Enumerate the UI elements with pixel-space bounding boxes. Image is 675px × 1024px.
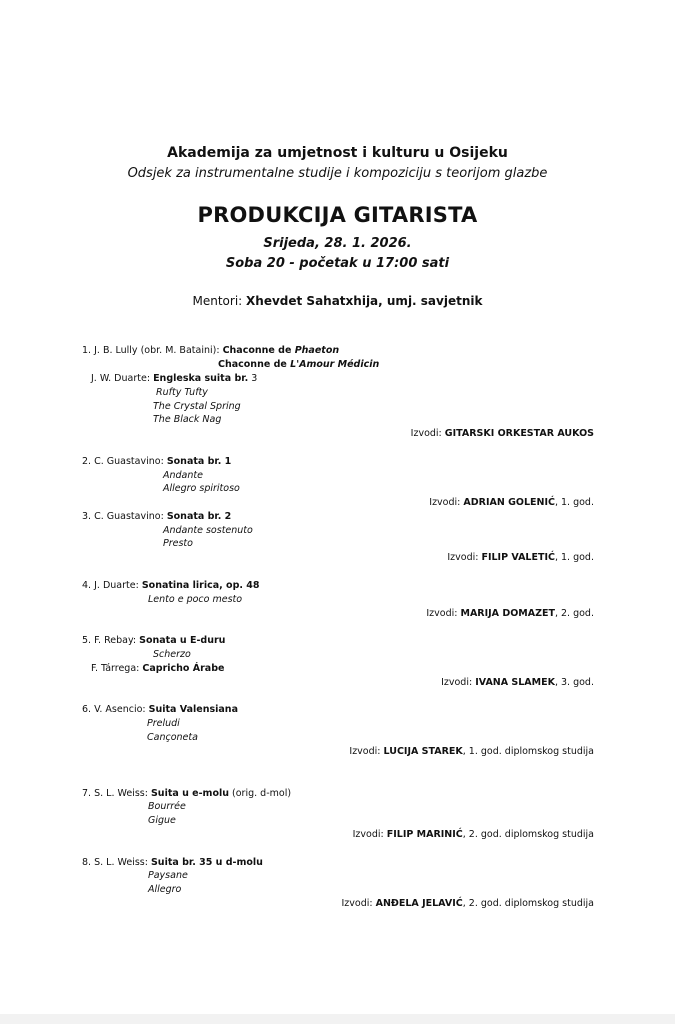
composer: C. Guastavino: — [94, 511, 164, 522]
performer-line: Izvodi: FILIP MARINIĆ, 2. god. diplomskog studija — [352, 829, 594, 840]
work-title: Engleska suita br. — [153, 373, 249, 384]
work-title: Suita br. 35 u d-molu — [150, 857, 263, 868]
performer-line: Izvodi: GITARSKI ORKESTAR AUKOS — [410, 428, 594, 439]
program-item-5-line-2 — [91, 663, 224, 675]
movement: The Crystal Spring — [153, 401, 241, 412]
composer: J. Duarte: — [94, 580, 139, 591]
event-time: Soba 20 - početak u 17:00 sati — [225, 256, 450, 271]
program-item-4: 4. J. Duarte: Sonatina lirica, op. 48 — [82, 580, 260, 591]
movement: The Black Nag — [153, 414, 222, 425]
performer-line: Izvodi: LUCIJA STAREK, 1. god. diplomskog studija — [349, 746, 594, 757]
work-title: Sonata br. 1 — [166, 456, 232, 467]
performer-line: Izvodi: MARIJA DOMAZET, 2. god. — [426, 608, 594, 619]
work-title: Chaconne de Phaeton — [222, 345, 340, 356]
program-item-7: 7. S. L. Weiss: Suita u e-molu (orig. d-mol) — [82, 788, 292, 799]
department-name: Odsjek za instrumentalne studije i kompoziciju s teorijom glazbe — [127, 166, 548, 181]
work-title: Capricho Árabe — [142, 663, 225, 674]
program-item-5: 5. F. Rebay: Sonata u E-duru — [82, 635, 226, 646]
composer: S. L. Weiss: — [94, 788, 148, 799]
program-item-2: 2. C. Guastavino: Sonata br. 1 — [82, 456, 232, 467]
mentor-name: Xhevdet Sahatxhija, umj. savjetnik — [246, 294, 483, 308]
page-title: PRODUKCIJA GITARISTA — [197, 203, 478, 227]
composer: J. B. Lully (obr. M. Bataini): — [94, 345, 220, 356]
work-title: Suita u e-molu — [150, 788, 229, 799]
movement: Lento e poco mesto — [148, 594, 243, 605]
performer-line: Izvodi: ANĐELA JELAVIĆ, 2. god. diplomskog studija — [341, 898, 594, 909]
composer: F. Tárrega: — [91, 663, 140, 674]
program-item-1-line-3: J. W. Duarte: Engleska suita br. 3 — [91, 373, 258, 384]
mentor-line — [0, 294, 675, 308]
composer: F. Rebay: — [94, 635, 137, 646]
page-bottom-band — [0, 1014, 675, 1024]
movement: Allegro — [148, 884, 182, 895]
movement: Rufty Tufty — [156, 387, 208, 398]
movement: Andante sostenuto — [163, 525, 253, 536]
program-item-6: 6. V. Asencio: Suita Valensiana — [82, 704, 238, 715]
program-item-1-line-1: 1. J. B. Lully (obr. M. Bataini): Chaconne de Phaeton — [82, 345, 340, 356]
composer: J. W. Duarte: — [91, 373, 151, 384]
movement: Paysane — [148, 870, 188, 881]
institution-name: Akademija za umjetnost i kulturu u Osijeku — [167, 145, 508, 161]
program-item-3: 3. C. Guastavino: Sonata br. 2 — [82, 511, 232, 522]
composer: S. L. Weiss: — [94, 857, 148, 868]
performer-line: Izvodi: IVANA SLAMEK, 3. god. — [441, 677, 594, 688]
mentor-label: Mentori: — [192, 294, 243, 308]
performer-line: Izvodi: ADRIAN GOLENIĆ, 1. god. — [429, 497, 594, 508]
work-title: Suita Valensiana — [148, 704, 238, 715]
movement: Cançoneta — [147, 732, 198, 743]
movement: Andante — [163, 470, 203, 481]
movement: Gigue — [148, 815, 176, 826]
composer: C. Guastavino: — [94, 456, 164, 467]
movement: Allegro spiritoso — [163, 483, 240, 494]
movement: Presto — [163, 538, 193, 549]
program-item-1-line-2 — [218, 359, 379, 371]
work-title: Sonatina lirica, op. 48 — [141, 580, 260, 591]
work-title: Sonata u E-duru — [139, 635, 226, 646]
movement: Bourrée — [148, 801, 186, 812]
performer-line: Izvodi: FILIP VALETIĆ, 1. god. — [447, 552, 594, 563]
movement: Preludi — [147, 718, 180, 729]
work-title: Sonata br. 2 — [166, 511, 232, 522]
movement: Scherzo — [153, 649, 191, 660]
event-date: Srijeda, 28. 1. 2026. — [263, 236, 412, 251]
program-item-8: 8. S. L. Weiss: Suita br. 35 u d-molu — [82, 857, 263, 868]
composer: V. Asencio: — [94, 704, 146, 715]
work-title: Chaconne de L'Amour Médicin — [218, 359, 380, 370]
